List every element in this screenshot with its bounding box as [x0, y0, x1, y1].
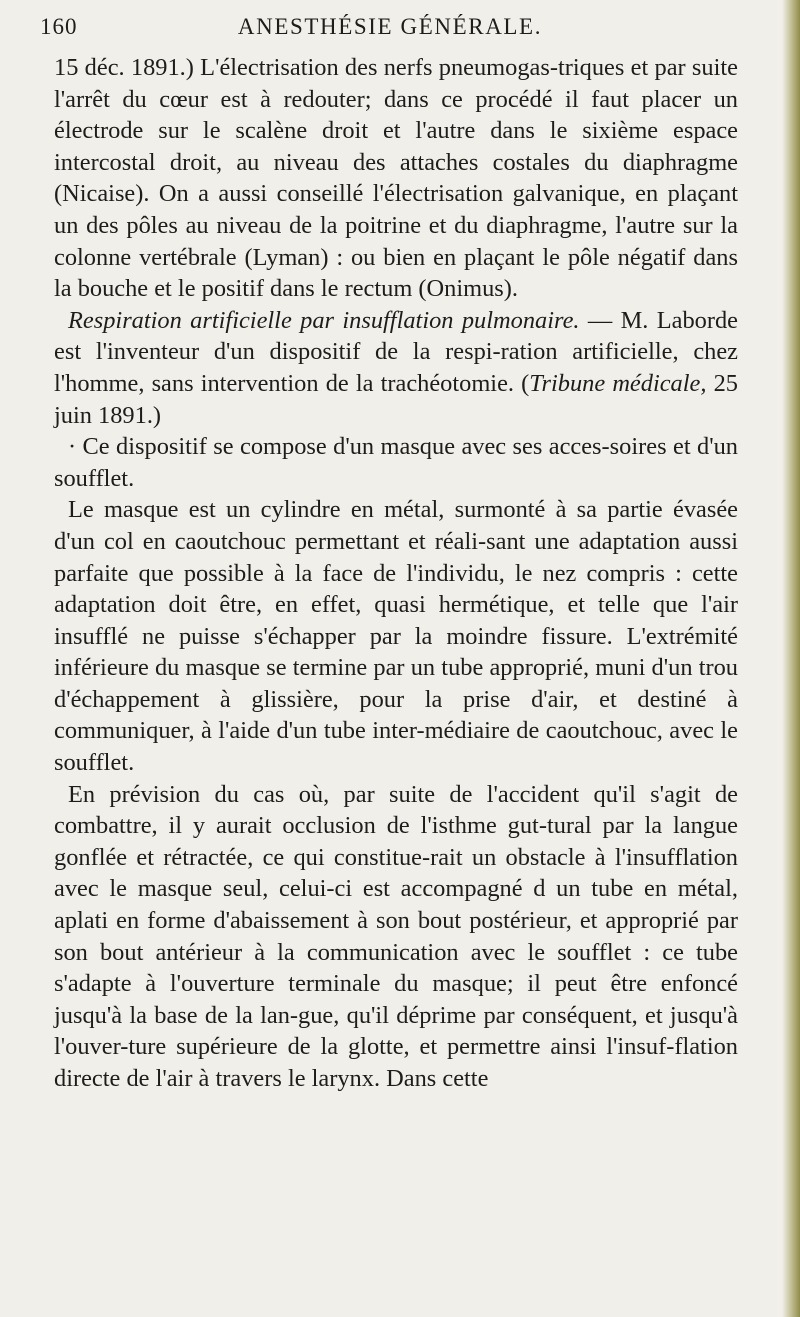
- section-heading-respiration: Respiration artificielle par insufflation pulmonaire.: [68, 306, 580, 334]
- paragraph-dispositif: · Ce dispositif se compose d'un masque avec ses acces-soires et d'un soufflet.: [54, 433, 738, 492]
- page-number: 160: [40, 14, 78, 39]
- citation-date: 25 juin 1891.): [54, 369, 738, 429]
- paragraph-electrisation: 15 déc. 1891.) L'électrisation des nerfs pneumogas-triques et par suite l'arrêt du cœur est à redouter; dans ce procédé il faut placer un électrode sur le scalène droit et l'autre dans le sixième espace intercostal droit, au niveau des attaches costales du diaphragme (Nicaise). On a aussi conseillé l'électrisation galvanique, en plaçant un des pôles au niveau de la poitrine et du diaphragme, l'autre sur la colonne vertébrale (Lyman) : ou bien en plaçant le pôle négatif dans la bouche et le positif dans le rectum (Onimus).: [54, 54, 738, 303]
- page-edge-shadow: [782, 0, 800, 1317]
- paragraph-respiration-artificielle: [54, 305, 738, 431]
- citation-source: Tribune médicale,: [529, 369, 707, 397]
- running-title: ANESTHÉSIE GÉNÉRALE.: [237, 14, 543, 39]
- page-header: [40, 14, 740, 48]
- body-text: [54, 52, 738, 1095]
- paragraph-prevision: En prévision du cas où, par suite de l'accident qu'il s'agit de combattre, il y aurait occlusion de l'isthme gut-tural par la langue gonflée et rétractée, ce qui constitue-rait un obstacle à l'insufflation avec le masque seul, celui-ci est accompagné d un tube en métal, aplati en forme d'abaissement à son bout postérieur, et approprié par son bout antérieur à la communication avec le soufflet : ce tube s'adapte à l'ouverture terminale du masque; il peut être enfoncé jusqu'à la base de la lan-gue, qu'il déprime par conséquent, et jusqu'à l'ouver-ture supérieure de la glotte, et permettre ainsi l'insuf-flation directe de l'air à travers le larynx. Dans cette: [54, 780, 738, 1092]
- paragraph-respiration-text: — M. Laborde est l'inventeur d'un dispositif de la respi-ration artificielle, chez l'homme, sans intervention de la trachéotomie. (: [54, 306, 738, 397]
- paragraph-masque: Le masque est un cylindre en métal, surmonté à sa partie évasée d'un col en caoutchouc permettant et réali-sant une adaptation aussi parfaite que possible à la face de l'individu, le nez compris : cette adaptation doit être, en effet, quasi hermétique, et telle que l'air insufflé ne puisse s'échapper par la moindre fissure. L'extrémité inférieure du masque se termine par un tube approprié, muni d'un trou d'échappement à glissière, pour la prise d'air, et destiné à communiquer, à l'aide d'un tube inter-médiaire de caoutchouc, avec le soufflet.: [54, 496, 738, 777]
